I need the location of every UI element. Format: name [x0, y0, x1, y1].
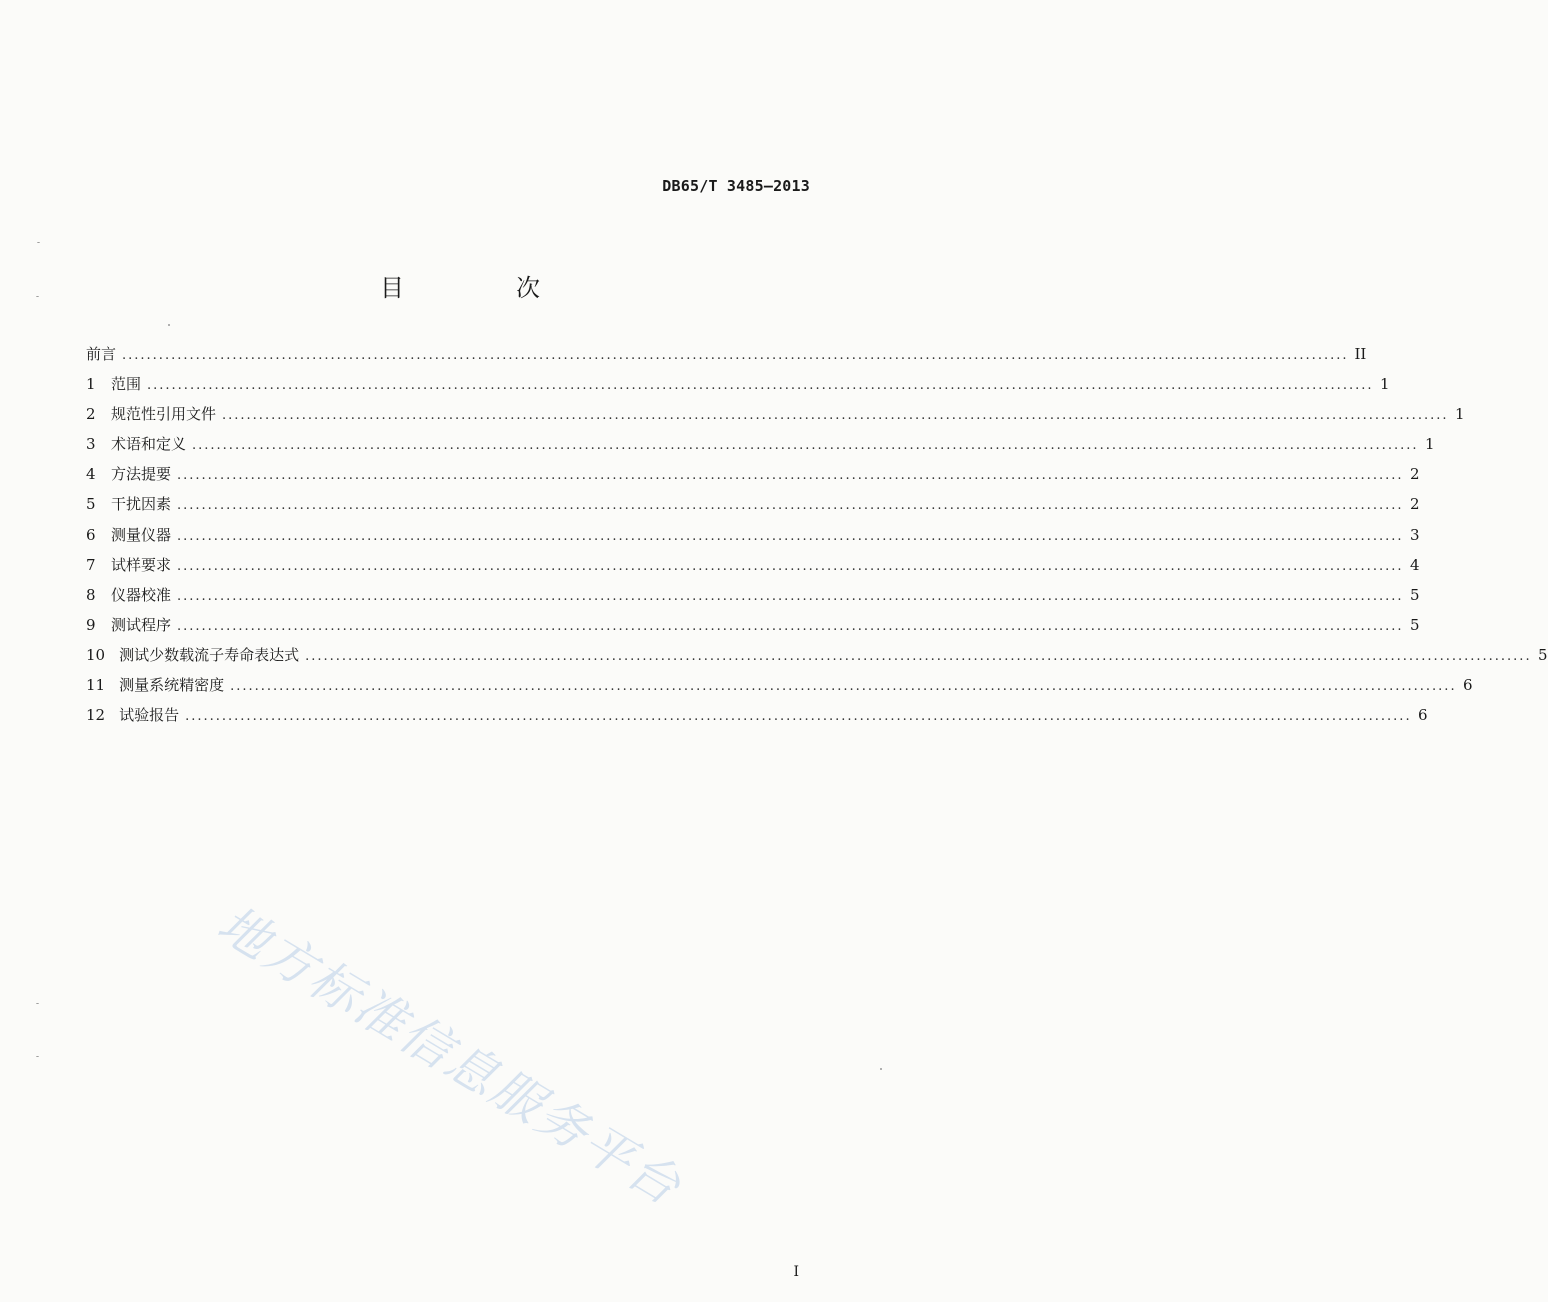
page-number: I: [793, 1264, 799, 1280]
toc-leader-dots: ........................................................................................................................................................................................................: [177, 558, 1404, 574]
toc-entry: [86, 704, 1428, 734]
toc-entry-page: 6: [1463, 676, 1473, 695]
toc-entry: [86, 524, 1420, 554]
toc-entry: [86, 674, 1473, 704]
scan-speck: [36, 1056, 39, 1057]
toc-leader-dots: ........................................................................................................................................................................................................: [222, 408, 1449, 424]
toc-leader-dots: ........................................................................................................................................................................................................: [177, 498, 1404, 514]
toc-entry-page: 5: [1409, 585, 1420, 604]
toc-entry: [86, 463, 1420, 493]
toc-entry-page: 2: [1409, 495, 1420, 514]
toc-entry-label: 试样要求: [111, 555, 172, 574]
scan-speck: [36, 1003, 39, 1004]
toc-entry-label: 测试少数载流子寿命表达式: [119, 645, 300, 664]
toc-title: 目 次: [380, 274, 584, 302]
toc-entry-page: II: [1354, 345, 1367, 363]
toc-entry: [86, 433, 1435, 463]
toc-leader-dots: ........................................................................................................................................................................................................: [147, 378, 1374, 394]
toc-entry-label: 前言: [86, 345, 117, 363]
toc-entry-page: 5: [1538, 645, 1548, 664]
toc-entry: [86, 614, 1420, 644]
toc-leader-dots: ........................................................................................................................................................................................................: [177, 618, 1404, 634]
toc-entry-label: 测量仪器: [111, 525, 172, 544]
toc-entry-number: 1: [86, 375, 96, 394]
toc-leader-dots: ........................................................................................................................................................................................................: [122, 348, 1349, 363]
toc-entry-page: 1: [1379, 375, 1390, 394]
toc-entry-number: 10: [86, 645, 106, 664]
toc-entry-label: 测试程序: [111, 615, 172, 634]
toc-entry: [86, 644, 1548, 674]
toc-entry-page: 1: [1454, 405, 1465, 424]
table-of-contents: [86, 343, 1548, 734]
toc-entry-label: 方法提要: [111, 465, 172, 484]
scan-speck: [36, 296, 39, 297]
toc-entry-number: 8: [86, 585, 96, 604]
toc-entry-label: 干扰因素: [111, 495, 172, 514]
toc-entry-number: 2: [86, 405, 96, 424]
toc-entry-label: 术语和定义: [111, 435, 187, 454]
toc-entry-label: 范围: [111, 375, 142, 394]
toc-entry-number: 7: [86, 555, 96, 574]
toc-entry-number: 3: [86, 435, 96, 454]
toc-entry-number: 5: [86, 495, 96, 514]
toc-entry: [86, 554, 1420, 584]
watermark: 地方标准信息服务平台: [208, 894, 693, 1218]
toc-entry-number: 6: [86, 525, 96, 544]
toc-entry-number: 9: [86, 615, 96, 634]
toc-leader-dots: ........................................................................................................................................................................................................: [305, 648, 1532, 664]
toc-entry-label: 试验报告: [119, 706, 180, 725]
toc-entry-number: 11: [86, 676, 106, 695]
toc-entry-page: 3: [1409, 525, 1420, 544]
toc-entry-label: 测量系统精密度: [119, 676, 225, 695]
toc-entry-number: 12: [86, 706, 106, 725]
toc-entry-page: 5: [1409, 615, 1420, 634]
standard-code: DB65/T 3485—2013: [662, 177, 810, 195]
toc-entry: [86, 493, 1420, 523]
scan-speck: [168, 324, 170, 326]
toc-entry-page: 2: [1409, 465, 1420, 484]
toc-leader-dots: ........................................................................................................................................................................................................: [177, 588, 1404, 604]
toc-entry-number: 4: [86, 465, 96, 484]
toc-leader-dots: ........................................................................................................................................................................................................: [177, 468, 1404, 484]
toc-leader-dots: ........................................................................................................................................................................................................: [192, 438, 1419, 454]
toc-leader-dots: ........................................................................................................................................................................................................: [177, 528, 1404, 544]
toc-entry-page: 6: [1418, 706, 1428, 725]
toc-leader-dots: ........................................................................................................................................................................................................: [230, 679, 1457, 695]
scan-speck: [880, 1068, 882, 1070]
toc-entry: [86, 343, 1367, 373]
toc-entry-page: 4: [1409, 555, 1420, 574]
scan-speck: [37, 242, 40, 243]
toc-entry: [86, 373, 1390, 403]
toc-entry: [86, 584, 1420, 614]
toc-entry-page: 1: [1424, 435, 1435, 454]
toc-entry-label: 仪器校准: [111, 585, 172, 604]
toc-entry-label: 规范性引用文件: [111, 405, 217, 424]
toc-leader-dots: ........................................................................................................................................................................................................: [185, 709, 1412, 725]
toc-entry: [86, 403, 1465, 433]
